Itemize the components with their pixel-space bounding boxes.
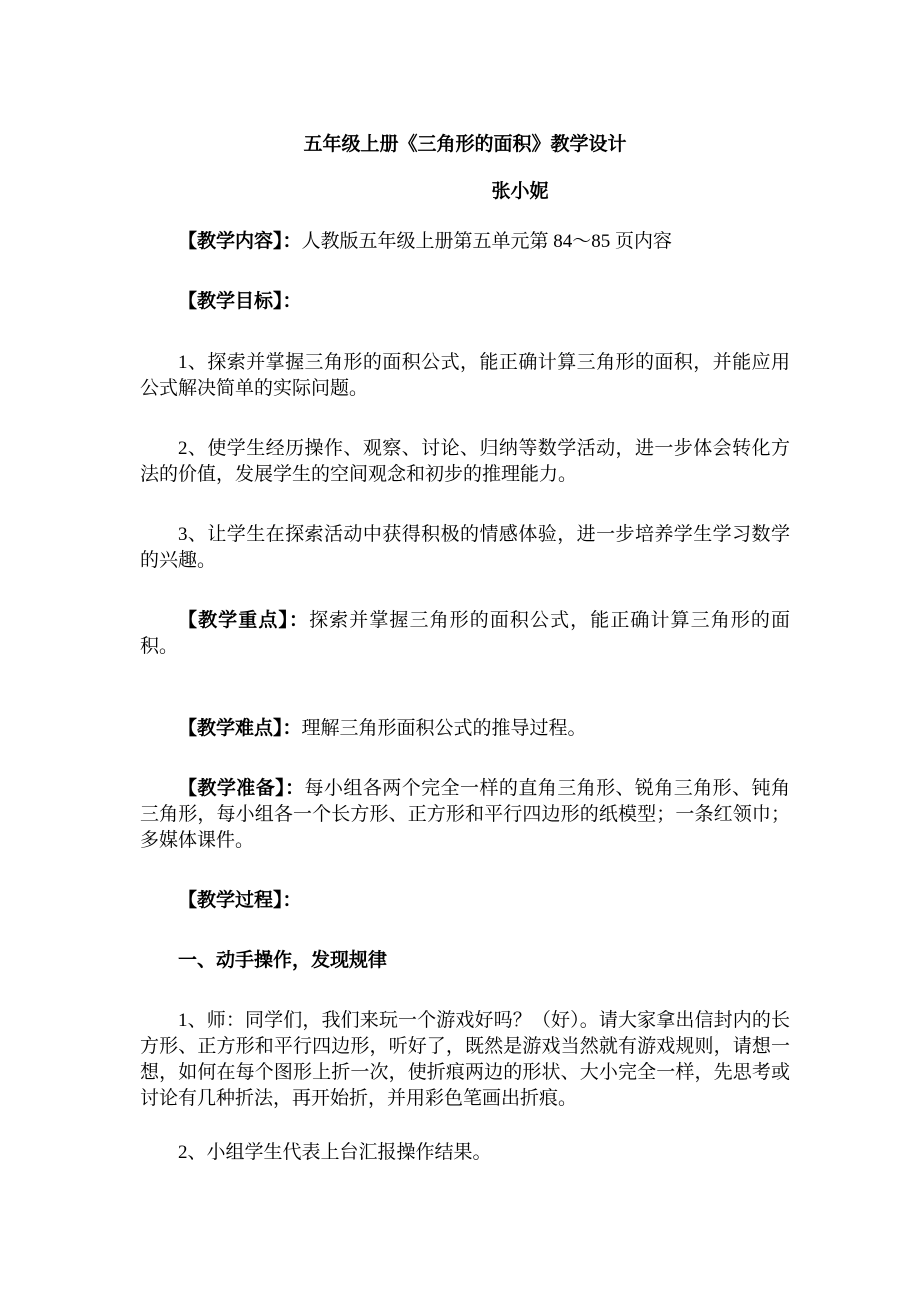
teaching-process-label: 【教学过程】： <box>178 890 302 911</box>
teaching-preparation-text: 每小组各两个完全一样的直角三角形、锐角三角形、钝角三角形，每小组各一个长方形、正方形和平行四边形的纸模型；一条红领巾；多媒体课件。 <box>140 778 790 851</box>
teaching-difficulty-line <box>140 716 790 742</box>
section-heading-1: 一、动手操作，发现规律 <box>178 950 388 971</box>
teaching-difficulty-label: 【教学难点】： <box>178 718 302 739</box>
author-line: 张小妮 <box>491 181 549 202</box>
teaching-preparation-label: 【教学准备】： <box>178 778 305 799</box>
teaching-preparation-line <box>140 776 790 854</box>
teaching-content-text: 人教版五年级上册第五单元第 84～85 页内容 <box>301 231 673 252</box>
teaching-goals-heading <box>140 289 790 315</box>
teaching-content-line <box>140 229 790 255</box>
teaching-focus-label: 【教学重点】： <box>178 610 310 631</box>
goal-item-2: 2、使学生经历操作、观察、讨论、归纳等数学活动，进一步体会转化方法的价值，发展学生的空间观念和初步的推理能力。 <box>140 438 790 485</box>
goal-item-1: 1、探索并掌握三角形的面积公式，能正确计算三角形的面积，并能应用公式解决简单的实际问题。 <box>140 352 790 399</box>
teaching-process-heading <box>140 888 790 914</box>
teaching-focus-text: 探索并掌握三角形的面积公式，能正确计算三角形的面积。 <box>140 610 790 657</box>
teaching-content-label: 【教学内容】： <box>178 231 302 252</box>
teaching-difficulty-text: 理解三角形面积公式的推导过程。 <box>301 718 587 739</box>
process-step-2: 2、小组学生代表上台汇报操作结果。 <box>178 1142 492 1163</box>
page-title: 五年级上册《三角形的面积》教学设计 <box>303 134 627 155</box>
teaching-focus-line <box>140 608 790 660</box>
teaching-goals-label: 【教学目标】： <box>178 291 302 312</box>
goal-item-3: 3、让学生在探索活动中获得积极的情感体验，进一步培养学生学习数学的兴趣。 <box>140 524 790 571</box>
process-step-1: 1、师：同学们，我们来玩一个游戏好吗？（好）。请大家拿出信封内的长方形、正方形和平行四边形，听好了，既然是游戏当然就有游戏规则，请想一想，如何在每个图形上折一次，使折痕两边的形状、大小完全一样，先思考或讨论有几种折法，再开始折，并用彩色笔画出折痕。 <box>140 1010 790 1109</box>
